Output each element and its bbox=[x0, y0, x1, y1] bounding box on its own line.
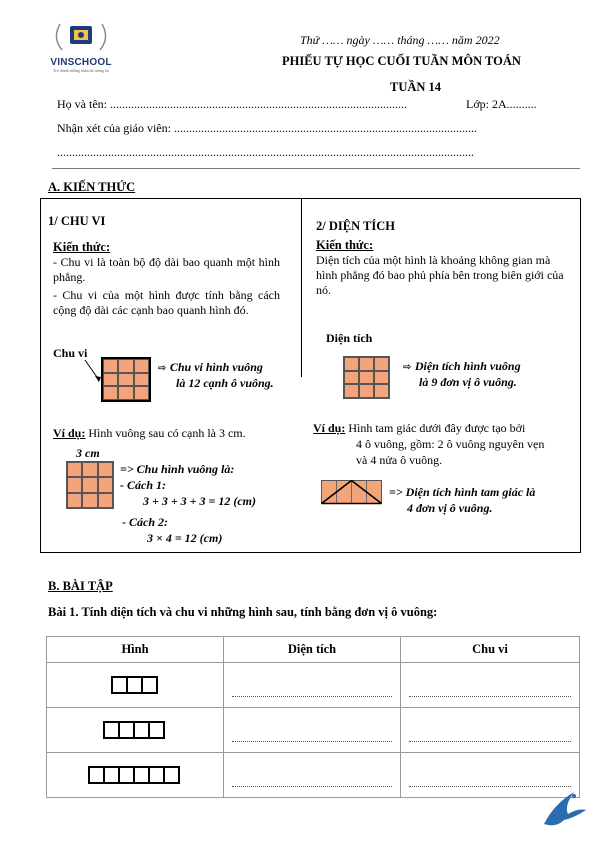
dien-tich-figure-label: Diện tích bbox=[326, 331, 373, 345]
size-label: 3 cm bbox=[76, 446, 100, 460]
week-label: TUẦN 14 bbox=[390, 80, 442, 94]
table-row bbox=[47, 753, 580, 798]
answer-line-1: => Chu hình vuông là: bbox=[120, 462, 235, 476]
table-row bbox=[47, 708, 580, 753]
date-line: Thứ …… ngày …… tháng …… năm 2022 bbox=[300, 33, 500, 47]
chu-vi-grid bbox=[103, 359, 149, 400]
dien-tich-answer-1: => Diện tích hình tam giác là bbox=[389, 485, 536, 499]
vinschool-crest-icon bbox=[48, 20, 114, 52]
arrow-right-icon: ⇨ bbox=[158, 363, 170, 374]
class-field[interactable]: Lớp: 2A.......... bbox=[466, 97, 537, 111]
chu-vi-heading: 1/ CHU VI bbox=[48, 214, 106, 228]
shape-6-squares bbox=[47, 766, 223, 784]
divider bbox=[52, 168, 580, 169]
chu-vi-square-outline bbox=[101, 357, 151, 402]
page-title: PHIẾU TỰ HỌC CUỐI TUẦN MÔN TOÁN bbox=[282, 54, 521, 68]
answer-area-input[interactable] bbox=[232, 764, 392, 787]
arrow-right-icon: ⇨ bbox=[403, 362, 415, 373]
answer-perimeter-input[interactable] bbox=[409, 674, 571, 697]
dien-tich-answer-2: 4 đơn vị ô vuông. bbox=[407, 501, 493, 515]
exercise-1-title: Bài 1. Tính diện tích và chu vi những hình sau, tính bằng đơn vị ô vuông: bbox=[48, 605, 438, 619]
answer-area-input[interactable] bbox=[232, 674, 392, 697]
triangle-figure bbox=[321, 480, 383, 505]
answer-line-2: - Cách 1: bbox=[120, 478, 166, 492]
dien-tich-kt-label: Kiến thức: bbox=[316, 238, 374, 252]
chu-vi-kt-label: Kiến thức: bbox=[53, 240, 111, 254]
teacher-comment-line[interactable]: ........................................................................................................................................... bbox=[57, 145, 474, 159]
dien-tich-example-2: 4 ô vuông, gồm: 2 ô vuông nguyên vẹn bbox=[356, 437, 545, 451]
school-logo bbox=[48, 20, 114, 73]
exercise-table bbox=[46, 636, 580, 798]
dien-tich-grid bbox=[343, 356, 390, 399]
col-hinh: Hình bbox=[47, 637, 224, 663]
name-field[interactable]: Họ và tên: ................................................................................................... bbox=[57, 97, 407, 111]
table-header bbox=[47, 637, 580, 663]
dien-tich-note-1: ⇨ Diện tích hình vuông bbox=[403, 359, 521, 373]
pointer-arrow-icon bbox=[83, 358, 103, 384]
shape-4-squares bbox=[47, 721, 223, 739]
dien-tich-example-3: và 4 nửa ô vuông. bbox=[356, 453, 443, 467]
answer-line-5: 3 × 4 = 12 (cm) bbox=[147, 531, 223, 545]
example-square bbox=[66, 461, 114, 509]
table-row bbox=[47, 663, 580, 708]
answer-area-input[interactable] bbox=[232, 719, 392, 742]
answer-line-3: 3 + 3 + 3 + 3 = 12 (cm) bbox=[143, 494, 257, 508]
col-chu-vi: Chu vi bbox=[401, 637, 580, 663]
school-name: VINSCHOOL bbox=[50, 57, 112, 68]
chu-vi-line1: - Chu vi là toàn bộ độ dài bao quanh một hình phẳng. bbox=[53, 255, 280, 284]
dien-tich-note-2: là 9 đơn vị ô vuông. bbox=[419, 375, 517, 389]
section-b-title: B. BÀI TẬP bbox=[48, 579, 113, 593]
school-tagline: Trở thành những nhân tài tương lai bbox=[53, 68, 109, 73]
dien-tich-line1: Diện tích của một hình là khoảng không gian mà hình phẳng đó bao phủ phía bên trong biên giới của nó. bbox=[316, 253, 564, 297]
dien-tich-heading: 2/ DIỆN TÍCH bbox=[316, 219, 395, 233]
box-divider bbox=[301, 199, 302, 377]
chu-vi-figure-label: Chu vi bbox=[53, 346, 88, 360]
chu-vi-line2: - Chu vi của một hình được tính bằng cách cộng độ dài các cạnh bao quanh hình đó. bbox=[53, 288, 280, 317]
shape-3-squares bbox=[47, 676, 223, 694]
bird-logo-icon bbox=[534, 784, 590, 836]
chu-vi-note-2: là 12 cạnh ô vuông. bbox=[176, 376, 274, 390]
teacher-comment-field[interactable]: Nhận xét của giáo viên: ..................................................................................................... bbox=[57, 121, 477, 135]
col-dien-tich: Diện tích bbox=[224, 637, 401, 663]
chu-vi-example: Ví dụ: Hình vuông sau có cạnh là 3 cm. bbox=[53, 426, 246, 440]
answer-line-4: - Cách 2: bbox=[122, 515, 168, 529]
chu-vi-note-1: ⇨ Chu vi hình vuông bbox=[158, 360, 263, 374]
answer-perimeter-input[interactable] bbox=[409, 719, 571, 742]
dien-tich-example: Ví dụ: Hình tam giác dưới đây được tạo bởi bbox=[313, 421, 526, 435]
section-a-title: A. KIẾN THỨC bbox=[48, 180, 136, 194]
